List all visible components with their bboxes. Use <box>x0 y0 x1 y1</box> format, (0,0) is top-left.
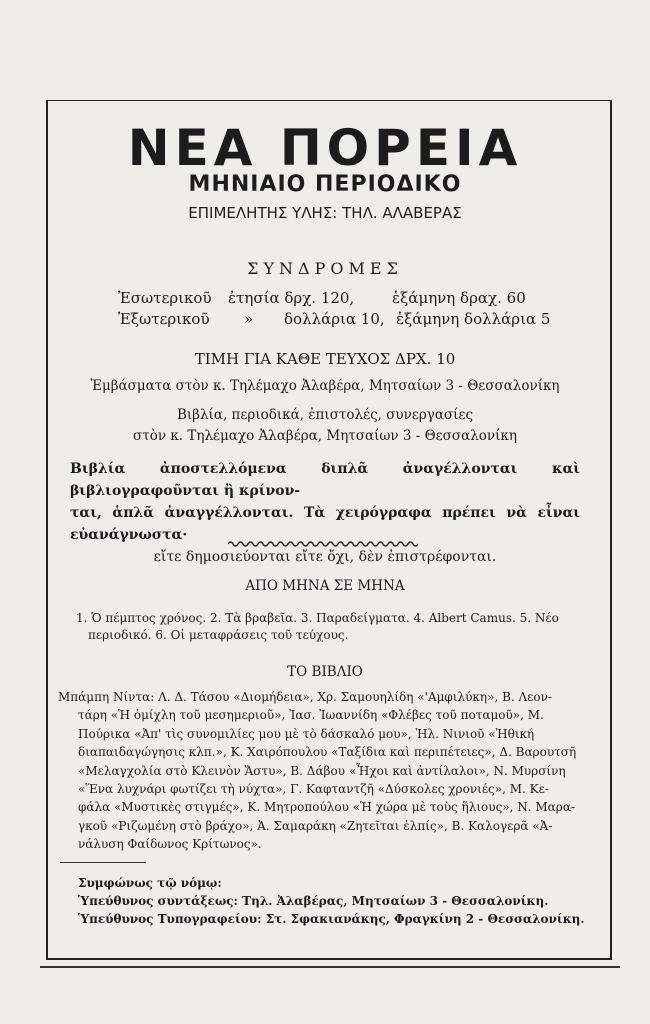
domestic-label: Ἐσωτερικοῦ <box>118 289 212 307</box>
correspondence-line-1: Βιβλία, περιοδικά, ἐπιστολές, συνεργασίες <box>176 407 474 423</box>
magazine-subtitle: ΜΗΝΙΑΙΟ ΠΕΡΙΟΔΙΚΟ <box>188 172 462 197</box>
month-contents <box>76 610 586 644</box>
foreign-label: Ἐξωτερικοῦ <box>118 310 210 328</box>
domestic-annual: ἐτησία δρχ. 120, <box>228 289 355 307</box>
book-line: Μπάμπη Νίντα: Λ. Δ. Τάσου «Διομήδεια», Χρ. Σαμουηλίδη «'Αμφιλύκη», Β. Λεον- <box>58 690 552 704</box>
printer-responsible: Ὑπεύθυνος Τυπογραφείου: Στ. Σφακιανάκης, Φραγκίνη 2 - Θεσσαλονίκη. <box>78 912 585 926</box>
notice-line-2: ται, ἁπλᾶ ἀναγγέλλονται. Τὰ χειρόγραφα πρέπει νὰ εἶναι εὐανάγνωστα· <box>70 505 580 543</box>
book-line: τάρη «Ἡ ὁμίχλη τοῦ μεσημεριοῦ», Ἰασ. Ἰωαννίδη «Φλέβες τοῦ ποταμοῦ», Μ. <box>78 708 544 723</box>
notice-line-3: εἴτε δημοσιεύονται εἴτε ὄχι, δὲν ἐπιστρέφονται. <box>153 549 497 565</box>
magazine-title: ΝΕΑ ΠΟΡΕΙΑ <box>127 119 523 177</box>
contents-line-1: 1. Ὁ πέμπτος χρόνος. 2. Τὰ βραβεῖα. 3. Παραδείγματα. 4. Albert Camus. 5. Νέο <box>76 611 559 625</box>
notice-paragraph <box>70 458 580 568</box>
foreign-ditto: » <box>244 310 254 328</box>
editor-line: ΕΠΙΜΕΛΗΤΗΣ ΥΛΗΣ: ΤΗΛ. ΑΛΑΒΕΡΑΣ <box>188 204 462 222</box>
legal-heading: Συμφώνως τῷ νόμῳ: <box>78 876 222 890</box>
legal-rule <box>60 862 146 863</box>
foreign-half: ἑξάμηνη δολλάρια 5 <box>396 310 551 328</box>
notice-line-1: Βιβλία ἀποστελλόμενα διπλᾶ ἀναγέλλονται καὶ βιβλιογραφοῦνται ἢ κρίνον- <box>70 461 580 499</box>
issue-price: ΤΙΜΗ ΓΙΑ ΚΑΘΕ ΤΕΥΧΟΣ ΔΡΧ. 10 <box>194 350 456 368</box>
foreign-annual: δολλάρια 10, <box>284 310 385 328</box>
payments-line: Ἐμβάσματα στὸν κ. Τηλέμαχο Ἀλαβέρα, Μητσαίων 3 - Θεσσαλονίκη <box>90 378 560 394</box>
book-line: φάλα «Μυστικὲς στιγμές», Κ. Μητροπούλου «Ἡ χώρα μὲ τοὺς ἥλιους», Ν. Μαρα- <box>78 800 575 815</box>
book-line: διαπαιδαγώγησις κλπ.», Κ. Χαιρόπουλου «Ταξίδια καὶ περιπέτειες», Δ. Βαρουτσῆ <box>78 745 577 760</box>
month-section-heading: ΑΠΟ ΜΗΝΑ ΣΕ ΜΗΝΑ <box>245 578 405 594</box>
domestic-half: ἑξάμηνη δραχ. 60 <box>392 289 526 307</box>
correspondence-line-2: στὸν κ. Τηλέμαχο Ἀλαβέρα, Μητσαίων 3 - Θεσσαλονίκη <box>133 428 517 444</box>
subscriptions-heading: ΣΥΝΔΡΟΜΕΣ <box>247 259 403 278</box>
book-reviews <box>58 688 598 854</box>
book-line: «Ἕνα λυχνάρι φωτίζει τὴ νύχτα», Γ. Καφταντζῆ «Δύσκολες χρονιές», Μ. Κε- <box>78 782 549 797</box>
editor-responsible: Ὑπεύθυνος συντάξεως: Τηλ. Ἀλαβέρας, Μητσαίων 3 - Θεσσαλονίκη. <box>78 894 549 908</box>
book-section-heading: ΤΟ ΒΙΒΛΙΟ <box>287 664 363 680</box>
contents-line-2: περιοδικό. 6. Οἱ μεταφράσεις τοῦ τεύχους. <box>88 628 349 642</box>
book-line: νάλυση Φαίδωνος Κρίτωνος». <box>78 837 262 852</box>
book-line: Πούρικα «Ἀπ' τὶς συνομιλίες μου μὲ τὸ δάσκαλό μου», Ἠλ. Νινιοῦ «Ἠθική <box>78 726 535 741</box>
wavy-divider <box>228 540 418 548</box>
bottom-rule <box>40 966 620 968</box>
book-line: «Μελαγχολία στὸ Κλεινὸν Ἄστυ», Β. Δάβου «Ἦχοι καὶ ἀντίλαλοι», Ν. Μυρσίνη <box>78 763 566 778</box>
book-line: γκοῦ «Ριζωμένη στὸ βράχο», Ἀ. Σαμαράκη «Ζητεῖται ἐλπίς», Β. Καλογερᾶ «Ἀ- <box>78 818 553 833</box>
